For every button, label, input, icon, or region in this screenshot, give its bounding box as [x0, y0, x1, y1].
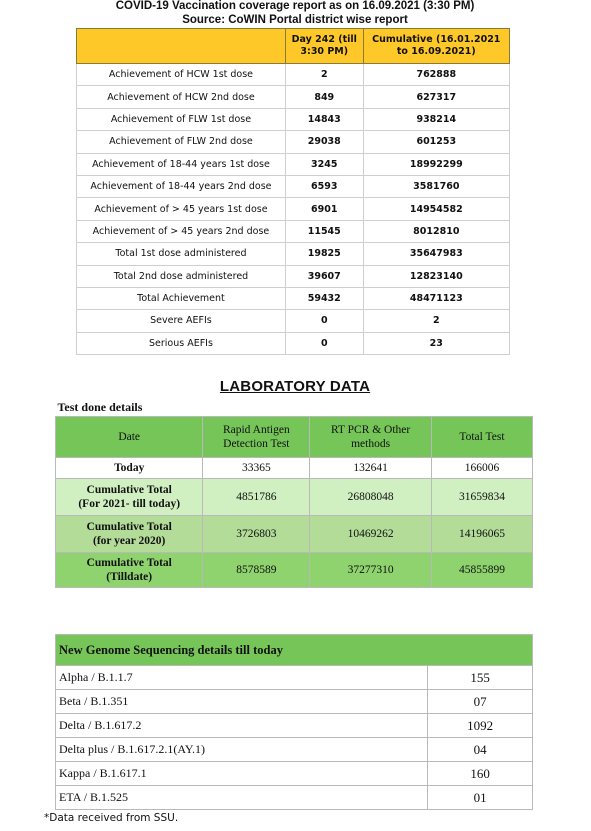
row-cumulative-value: 3581760 — [363, 175, 509, 197]
row-day-value: 3245 — [285, 153, 363, 175]
row-day-value: 6901 — [285, 198, 363, 220]
cum2020-label-line1: Cumulative Total — [86, 521, 172, 533]
lab-today-rapid: 33365 — [203, 458, 310, 479]
table-row — [77, 198, 510, 220]
cum2021-label-line1: Cumulative Total — [86, 484, 172, 496]
table-row — [56, 479, 533, 516]
variant-count: 155 — [428, 666, 533, 690]
variant-count: 04 — [428, 738, 533, 762]
row-label: Achievement of FLW 2nd dose — [77, 131, 286, 153]
row-label: Achievement of 18-44 years 2nd dose — [77, 175, 286, 197]
row-day-value: 6593 — [285, 175, 363, 197]
rapid-header-line1: Rapid Antigen — [222, 424, 290, 436]
table-row — [77, 175, 510, 197]
lab-today-label: Today — [56, 458, 203, 479]
row-label: Achievement of HCW 2nd dose — [77, 86, 286, 108]
lab-cumall-label — [56, 553, 203, 588]
vaccination-report-source: Source: CoWIN Portal district wise report — [182, 14, 408, 26]
vaccination-header-label — [77, 29, 286, 64]
cum2020-label-line2: (for year 2020) — [93, 535, 166, 547]
table-row — [56, 553, 533, 588]
table-row — [77, 108, 510, 130]
lab-table-header — [56, 417, 533, 458]
variant-name: Beta / B.1.351 — [56, 690, 428, 714]
cumulative-header-line2: to 16.09.2021) — [396, 46, 476, 57]
row-cumulative-value: 48471123 — [363, 287, 509, 309]
vaccination-header-cumulative — [363, 29, 509, 64]
row-day-value: 14843 — [285, 108, 363, 130]
row-cumulative-value: 938214 — [363, 108, 509, 130]
table-row — [77, 243, 510, 265]
rapid-header-line2: Detection Test — [223, 438, 290, 450]
row-cumulative-value: 14954582 — [363, 198, 509, 220]
test-done-row — [56, 398, 533, 417]
row-day-value: 19825 — [285, 243, 363, 265]
cumulative-header-line1: Cumulative (16.01.2021 — [372, 34, 501, 45]
cumall-label-line1: Cumulative Total — [86, 557, 172, 569]
lab-today-total: 166006 — [431, 458, 532, 479]
table-row — [56, 714, 533, 738]
table-row — [56, 786, 533, 810]
row-label: Total Achievement — [77, 287, 286, 309]
lab-cum2020-rtpcr: 10469262 — [310, 516, 432, 553]
lab-header-date: Date — [56, 417, 203, 458]
lab-cum2021-label — [56, 479, 203, 516]
row-label: Severe AEFIs — [77, 310, 286, 332]
table-row — [77, 86, 510, 108]
variant-count: 160 — [428, 762, 533, 786]
lab-cum2021-rtpcr: 26808048 — [310, 479, 432, 516]
row-day-value: 59432 — [285, 287, 363, 309]
table-row — [56, 738, 533, 762]
row-day-value: 0 — [285, 310, 363, 332]
row-label: Achievement of HCW 1st dose — [77, 64, 286, 86]
table-row — [77, 153, 510, 175]
row-cumulative-value: 23 — [363, 332, 509, 354]
row-day-value: 11545 — [285, 220, 363, 242]
vaccination-header-day — [285, 29, 363, 64]
row-day-value: 29038 — [285, 131, 363, 153]
table-row — [77, 220, 510, 242]
variant-count: 1092 — [428, 714, 533, 738]
row-day-value: 39607 — [285, 265, 363, 287]
table-row — [56, 516, 533, 553]
day-header-line1: Day 242 (till — [291, 34, 357, 45]
day-header-line2: 3:30 PM) — [300, 46, 349, 57]
row-label: Total 2nd dose administered — [77, 265, 286, 287]
variant-name: ETA / B.1.525 — [56, 786, 428, 810]
table-row — [77, 64, 510, 86]
table-row — [56, 690, 533, 714]
lab-cum2021-total: 31659834 — [431, 479, 532, 516]
table-row — [56, 762, 533, 786]
table-row — [77, 265, 510, 287]
row-cumulative-value: 601253 — [363, 131, 509, 153]
lab-cum2020-total: 14196065 — [431, 516, 532, 553]
row-cumulative-value: 35647983 — [363, 243, 509, 265]
vaccination-table-header — [77, 29, 510, 64]
variant-name: Delta plus / B.1.617.2.1(AY.1) — [56, 738, 428, 762]
lab-header-total: Total Test — [431, 417, 532, 458]
table-row — [77, 287, 510, 309]
row-cumulative-value: 627317 — [363, 86, 509, 108]
cumall-label-line2: (Tilldate) — [106, 571, 153, 583]
cum2021-label-line2: (For 2021- till today) — [78, 498, 181, 510]
row-label: Serious AEFIs — [77, 332, 286, 354]
row-cumulative-value: 12823140 — [363, 265, 509, 287]
data-source-footnote: *Data received from SSU. — [44, 812, 179, 824]
row-day-value: 2 — [285, 64, 363, 86]
variant-name: Delta / B.1.617.2 — [56, 714, 428, 738]
row-cumulative-value: 2 — [363, 310, 509, 332]
lab-cum2021-rapid: 4851786 — [203, 479, 310, 516]
lab-cum2020-rapid: 3726803 — [203, 516, 310, 553]
genome-table-header — [56, 635, 533, 666]
variant-name: Alpha / B.1.1.7 — [56, 666, 428, 690]
test-done-label: Test done details — [56, 398, 533, 417]
rtpcr-header-line1: RT PCR & Other — [330, 424, 411, 436]
table-row — [56, 458, 533, 479]
lab-cum2020-label — [56, 516, 203, 553]
lab-cumall-total: 45855899 — [431, 553, 532, 588]
lab-header-rapid — [203, 417, 310, 458]
table-row — [77, 310, 510, 332]
row-label: Achievement of > 45 years 2nd dose — [77, 220, 286, 242]
row-day-value: 849 — [285, 86, 363, 108]
table-row — [56, 666, 533, 690]
row-day-value: 0 — [285, 332, 363, 354]
row-label: Achievement of > 45 years 1st dose — [77, 198, 286, 220]
row-cumulative-value: 762888 — [363, 64, 509, 86]
row-cumulative-value: 18992299 — [363, 153, 509, 175]
variant-name: Kappa / B.1.617.1 — [56, 762, 428, 786]
lab-today-rtpcr: 132641 — [310, 458, 432, 479]
vaccination-report-title: COVID-19 Vaccination coverage report as on 16.09.2021 (3:30 PM) — [115, 0, 475, 12]
variant-count: 01 — [428, 786, 533, 810]
lab-section-title: LABORATORY DATA — [219, 378, 371, 395]
table-row — [77, 131, 510, 153]
lab-header-rtpcr — [310, 417, 432, 458]
row-label: Total 1st dose administered — [77, 243, 286, 265]
rtpcr-header-line2: methods — [351, 438, 391, 450]
lab-cumall-rtpcr: 37277310 — [310, 553, 432, 588]
row-label: Achievement of 18-44 years 1st dose — [77, 153, 286, 175]
row-label: Achievement of FLW 1st dose — [77, 108, 286, 130]
vaccination-table — [76, 28, 510, 355]
lab-data-table — [55, 398, 533, 588]
row-cumulative-value: 8012810 — [363, 220, 509, 242]
table-row — [77, 332, 510, 354]
genome-table-title: New Genome Sequencing details till today — [56, 635, 533, 666]
lab-cumall-rapid: 8578589 — [203, 553, 310, 588]
genome-sequencing-table — [55, 634, 533, 810]
variant-count: 07 — [428, 690, 533, 714]
